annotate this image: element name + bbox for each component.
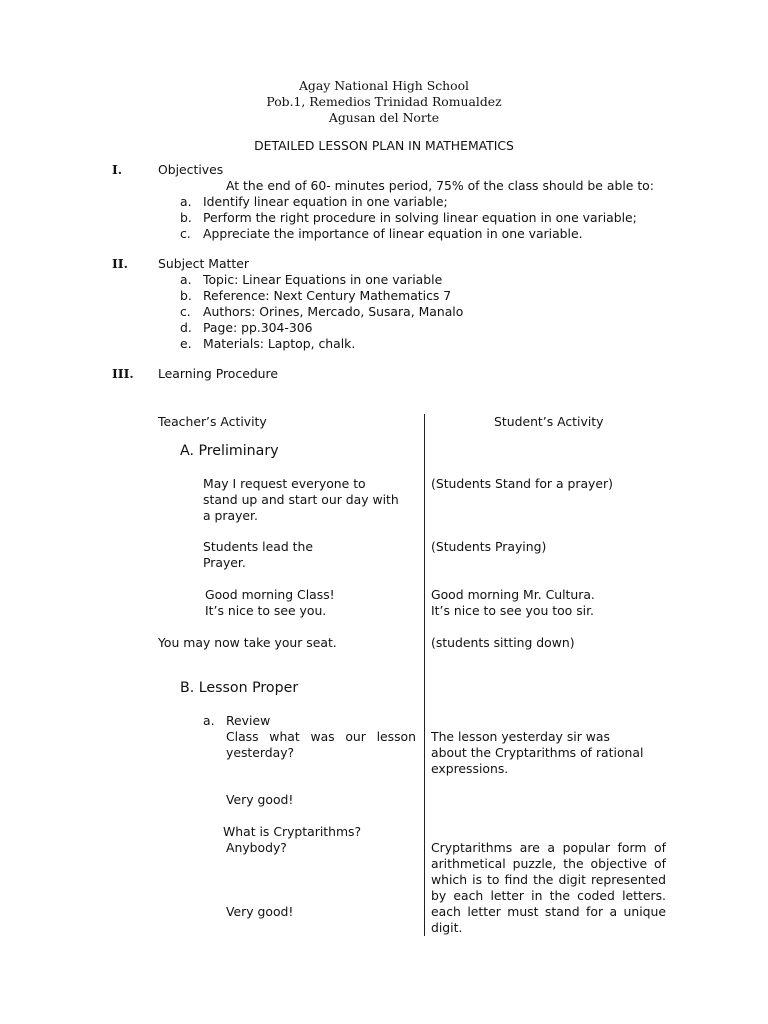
objectives-numeral: I. xyxy=(112,162,123,177)
objective-c-text: Appreciate the importance of linear equation in one variable. xyxy=(203,226,583,241)
subject-a-text: Topic: Linear Equations in one variable xyxy=(203,272,443,287)
review-letter: a. xyxy=(203,713,215,728)
document-title: DETAILED LESSON PLAN IN MATHEMATICS xyxy=(254,138,514,153)
student-line: about the Cryptarithms of rational xyxy=(431,745,644,760)
student-column-header: Student’s Activity xyxy=(494,414,604,429)
student-line: by each letter in the coded letters. xyxy=(431,888,666,903)
student-line: The lesson yesterday sir was xyxy=(431,729,610,744)
teacher-line: It’s nice to see you. xyxy=(205,603,327,618)
review-label: Review xyxy=(226,713,271,728)
school-province: Agusan del Norte xyxy=(328,110,440,125)
student-line: (students sitting down) xyxy=(431,635,575,650)
subject-c-letter: c. xyxy=(180,304,191,319)
subject-b-text: Reference: Next Century Mathematics 7 xyxy=(203,288,452,303)
column-divider xyxy=(424,414,425,936)
school-address: Pob.1, Remedios Trinidad Romualdez xyxy=(266,94,502,109)
student-line: each letter must stand for a unique xyxy=(431,904,666,919)
subject-d-text: Page: pp.304-306 xyxy=(203,320,313,335)
procedure-numeral: III. xyxy=(112,366,134,381)
student-line: (Students Stand for a prayer) xyxy=(431,476,613,491)
teacher-line: You may now take your seat. xyxy=(158,635,337,650)
objective-b-text: Perform the right procedure in solving linear equation in one variable; xyxy=(203,210,637,225)
student-line: It’s nice to see you too sir. xyxy=(431,603,594,618)
teacher-line: yesterday? xyxy=(226,745,295,760)
subject-e-text: Materials: Laptop, chalk. xyxy=(203,336,356,351)
subject-a-letter: a. xyxy=(180,272,192,287)
student-line: digit. xyxy=(431,920,463,935)
objectives-intro: At the end of 60- minutes period, 75% of the class should be able to: xyxy=(226,178,654,193)
student-line: arithmetical puzzle, the objective of xyxy=(431,856,666,871)
lesson-proper-heading: B. Lesson Proper xyxy=(180,680,299,696)
teacher-line: Good morning Class! xyxy=(205,587,335,602)
subject-matter-numeral: II. xyxy=(112,256,128,271)
student-line: Cryptarithms are a popular form of xyxy=(431,840,666,855)
objectives-heading: Objectives xyxy=(158,162,224,177)
subject-d-letter: d. xyxy=(180,320,192,335)
subject-c-text: Authors: Orines, Mercado, Susara, Manalo xyxy=(203,304,464,319)
teacher-column-header: Teacher’s Activity xyxy=(158,414,267,429)
objective-c-letter: c. xyxy=(180,226,191,241)
teacher-line: Anybody? xyxy=(226,840,287,855)
teacher-line: Very good! xyxy=(226,792,294,807)
student-line: expressions. xyxy=(431,761,509,776)
teacher-line: Class what was our lesson xyxy=(226,729,416,744)
subject-matter-heading: Subject Matter xyxy=(158,256,249,271)
teacher-line: May I request everyone to xyxy=(203,476,366,491)
objective-a-letter: a. xyxy=(180,194,192,209)
objective-b-letter: b. xyxy=(180,210,192,225)
procedure-heading: Learning Procedure xyxy=(158,366,278,381)
school-name: Agay National High School xyxy=(298,78,469,93)
student-line: Good morning Mr. Cultura. xyxy=(431,587,595,602)
teacher-line: Students lead the xyxy=(203,539,313,554)
subject-b-letter: b. xyxy=(180,288,192,303)
teacher-line: What is Cryptarithms? xyxy=(223,824,362,839)
student-line: (Students Praying) xyxy=(431,539,547,554)
teacher-line: Prayer. xyxy=(203,555,246,570)
subject-e-letter: e. xyxy=(180,336,192,351)
teacher-line: a prayer. xyxy=(203,508,258,523)
teacher-line: stand up and start our day with xyxy=(203,492,399,507)
student-line: which is to find the digit represented xyxy=(431,872,666,887)
objective-a-text: Identify linear equation in one variable; xyxy=(203,194,448,209)
teacher-line: Very good! xyxy=(226,904,294,919)
preliminary-heading: A. Preliminary xyxy=(180,443,279,459)
